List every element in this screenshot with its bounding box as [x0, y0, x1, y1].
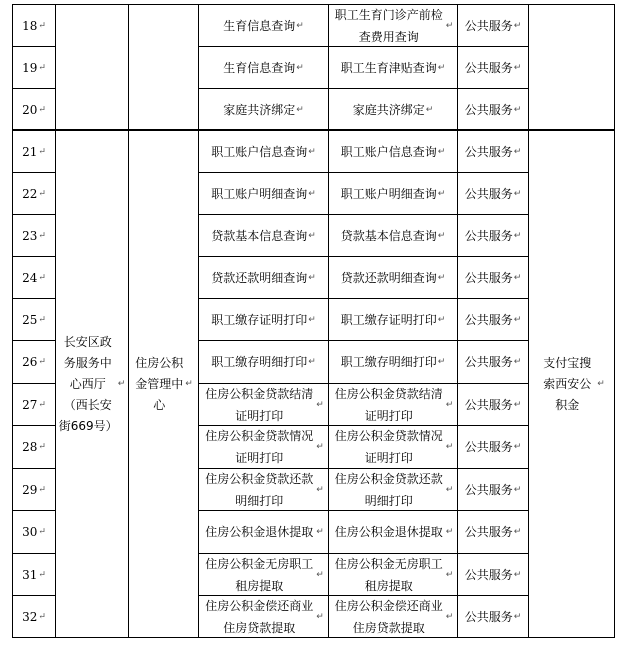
- service-item: [199, 511, 328, 553]
- paragraph-mark-icon: ↵: [296, 104, 304, 115]
- paragraph-mark-icon: ↵: [308, 272, 316, 283]
- service-type: [458, 215, 528, 256]
- row-number: [13, 554, 55, 595]
- service-item-text: 生育信息查询: [223, 60, 296, 75]
- service-item-text: 职工账户明细查询: [211, 186, 308, 201]
- paragraph-mark-icon: ↵: [513, 188, 522, 199]
- service-type-text: 公共服务: [464, 355, 513, 369]
- row-number: [13, 384, 55, 425]
- service-item-text: 贷款基本信息查询: [211, 228, 308, 243]
- service-content: [329, 341, 457, 383]
- paragraph-mark-icon: ↵: [445, 442, 454, 452]
- paragraph-mark-icon: ↵: [38, 62, 46, 73]
- service-content-text: 职工账户明细查询: [340, 186, 437, 201]
- service-type-text: 公共服务: [464, 609, 513, 624]
- row-number-text: 26: [22, 355, 38, 369]
- service-type-text: 公共服务: [464, 186, 513, 201]
- paragraph-mark-icon: ↵: [513, 230, 522, 241]
- service-type-text: 公共服务: [464, 440, 513, 454]
- row-number-text: 29: [22, 482, 38, 497]
- paragraph-mark-icon: ↵: [445, 527, 454, 537]
- paragraph-mark-icon: ↵: [513, 611, 522, 622]
- department-cell: [129, 131, 198, 637]
- service-type-text: 公共服务: [464, 482, 513, 497]
- service-item: [199, 89, 328, 130]
- service-type: [458, 299, 528, 340]
- service-type-text: 公共服务: [464, 397, 513, 412]
- service-item-text: 住房公积金无房职工租房提取: [205, 556, 314, 593]
- service-item-text: 家庭共济绑定: [223, 102, 296, 117]
- row-number-text: 19: [22, 60, 38, 75]
- service-item: [199, 554, 328, 595]
- row-number: [13, 257, 55, 298]
- service-content: [329, 469, 457, 510]
- paragraph-mark-icon: ↵: [316, 611, 324, 622]
- service-item: [199, 257, 328, 298]
- service-item-text: 住房公积金退休提取: [205, 525, 314, 539]
- service-content: [329, 511, 457, 553]
- paragraph-mark-icon: ↵: [38, 611, 46, 622]
- paragraph-mark-icon: ↵: [38, 20, 46, 31]
- row-number: [13, 469, 55, 510]
- paragraph-mark-icon: ↵: [513, 527, 522, 537]
- service-type: [458, 384, 528, 425]
- row-number: [13, 426, 55, 468]
- service-type-text: 公共服务: [464, 567, 513, 582]
- department-cell-text: 住房公积金管理中心: [135, 355, 184, 412]
- paragraph-mark-icon: ↵: [513, 62, 522, 73]
- service-content: [329, 257, 457, 298]
- service-content: [329, 5, 457, 46]
- service-item-text: 生育信息查询: [223, 18, 296, 33]
- row-number: [13, 341, 55, 383]
- service-content-text: 职工生育门诊产前检查费用查询: [334, 7, 443, 44]
- service-content-text: 住房公积金无房职工租房提取: [334, 556, 443, 593]
- service-content: [329, 47, 457, 88]
- row-number-text: 28: [22, 440, 38, 454]
- paragraph-mark-icon: ↵: [425, 104, 434, 115]
- service-content: [329, 215, 457, 256]
- service-item-text: 贷款还款明细查询: [211, 270, 308, 285]
- paragraph-mark-icon: ↵: [38, 272, 46, 283]
- paragraph-mark-icon: ↵: [296, 62, 304, 73]
- paragraph-mark-icon: ↵: [437, 230, 446, 241]
- service-type: [458, 341, 528, 383]
- service-item-text: 住房公积金贷款结清证明打印: [205, 386, 314, 423]
- service-type: [458, 47, 528, 88]
- service-content-text: 住房公积金贷款结清证明打印: [334, 386, 443, 423]
- grid-line-vertical: [614, 4, 615, 638]
- service-type: [458, 173, 528, 214]
- paragraph-mark-icon: ↵: [513, 272, 522, 283]
- service-content: [329, 89, 457, 130]
- service-item-text: 住房公积金贷款情况证明打印: [205, 429, 314, 465]
- service-type-text: 公共服务: [464, 228, 513, 243]
- paragraph-mark-icon: ↵: [308, 146, 316, 157]
- paragraph-mark-icon: ↵: [38, 314, 46, 325]
- service-content-text: 住房公积金贷款情况证明打印: [334, 429, 443, 465]
- paragraph-mark-icon: ↵: [513, 146, 522, 157]
- paragraph-mark-icon: ↵: [308, 314, 316, 325]
- service-item: [199, 299, 328, 340]
- row-number: [13, 5, 55, 46]
- row-number-text: 30: [22, 525, 38, 539]
- service-content: [329, 173, 457, 214]
- service-content: [329, 426, 457, 468]
- paragraph-mark-icon: ↵: [38, 527, 46, 537]
- paragraph-mark-icon: ↵: [597, 379, 605, 389]
- paragraph-mark-icon: ↵: [513, 569, 522, 580]
- service-item-text: 职工账户信息查询: [211, 144, 308, 159]
- row-number-text: 25: [22, 312, 38, 327]
- paragraph-mark-icon: ↵: [513, 104, 522, 115]
- paragraph-mark-icon: ↵: [445, 20, 454, 31]
- paragraph-mark-icon: ↵: [437, 188, 446, 199]
- service-type-text: 公共服务: [464, 144, 513, 159]
- paragraph-mark-icon: ↵: [117, 379, 126, 389]
- paragraph-mark-icon: ↵: [513, 314, 522, 325]
- row-number-text: 20: [22, 102, 38, 117]
- location-cell-text: 长安区政务服务中心西厅（西长安街669号）: [58, 334, 118, 433]
- service-type-text: 公共服务: [464, 60, 513, 75]
- service-item: [199, 469, 328, 510]
- paragraph-mark-icon: ↵: [513, 399, 522, 410]
- paragraph-mark-icon: ↵: [316, 569, 324, 580]
- row-number-text: 24: [22, 270, 38, 285]
- service-type-text: 公共服务: [464, 525, 513, 539]
- paragraph-mark-icon: ↵: [437, 146, 446, 157]
- row-number-text: 31: [22, 567, 38, 582]
- service-content-text: 贷款基本信息查询: [340, 228, 437, 243]
- service-content-text: 住房公积金偿还商业住房贷款提取: [334, 598, 443, 635]
- row-number: [13, 596, 55, 637]
- service-item-text: 住房公积金偿还商业住房贷款提取: [205, 598, 314, 635]
- row-number: [13, 299, 55, 340]
- row-number-text: 32: [22, 609, 38, 624]
- service-item: [199, 384, 328, 425]
- row-number-text: 18: [22, 18, 38, 33]
- row-number-text: 23: [22, 228, 38, 243]
- service-item-text: 职工缴存明细打印: [211, 355, 308, 369]
- paragraph-mark-icon: ↵: [513, 484, 522, 495]
- service-content-text: 职工缴存证明打印: [340, 312, 437, 327]
- service-item: [199, 215, 328, 256]
- service-content-text: 住房公积金退休提取: [334, 525, 443, 539]
- service-type: [458, 596, 528, 637]
- service-content-text: 家庭共济绑定: [352, 102, 425, 117]
- paragraph-mark-icon: ↵: [38, 357, 46, 367]
- service-content-text: 职工缴存明细打印: [340, 355, 437, 369]
- service-type-text: 公共服务: [464, 102, 513, 117]
- paragraph-mark-icon: ↵: [437, 357, 446, 367]
- service-item: [199, 173, 328, 214]
- service-type: [458, 426, 528, 468]
- row-number: [13, 131, 55, 172]
- service-type: [458, 469, 528, 510]
- row-number-text: 27: [22, 397, 38, 412]
- paragraph-mark-icon: ↵: [38, 146, 46, 157]
- service-item: [199, 341, 328, 383]
- paragraph-mark-icon: ↵: [437, 272, 446, 283]
- service-content-text: 职工生育津贴查询: [340, 60, 437, 75]
- paragraph-mark-icon: ↵: [316, 399, 324, 410]
- service-content: [329, 384, 457, 425]
- service-type-text: 公共服务: [464, 270, 513, 285]
- service-content-text: 贷款还款明细查询: [340, 270, 437, 285]
- service-content: [329, 131, 457, 172]
- service-content-text: 职工账户信息查询: [340, 144, 437, 159]
- paragraph-mark-icon: ↵: [445, 569, 454, 580]
- service-type: [458, 257, 528, 298]
- service-type-text: 公共服务: [464, 312, 513, 327]
- service-type: [458, 89, 528, 130]
- paragraph-mark-icon: ↵: [316, 484, 324, 495]
- paragraph-mark-icon: ↵: [38, 442, 46, 452]
- location-cell: [56, 131, 128, 637]
- service-content: [329, 299, 457, 340]
- service-type: [458, 5, 528, 46]
- paragraph-mark-icon: ↵: [445, 399, 454, 410]
- paragraph-mark-icon: ↵: [445, 611, 454, 622]
- paragraph-mark-icon: ↵: [38, 569, 46, 580]
- service-item: [199, 426, 328, 468]
- paragraph-mark-icon: ↵: [308, 230, 316, 241]
- paragraph-mark-icon: ↵: [38, 104, 46, 115]
- paragraph-mark-icon: ↵: [445, 484, 454, 495]
- service-item: [199, 5, 328, 46]
- paragraph-mark-icon: ↵: [38, 484, 46, 495]
- channel-cell: [529, 131, 614, 637]
- paragraph-mark-icon: ↵: [513, 442, 522, 452]
- paragraph-mark-icon: ↵: [308, 188, 316, 199]
- service-item: [199, 131, 328, 172]
- paragraph-mark-icon: ↵: [437, 314, 446, 325]
- row-number: [13, 89, 55, 130]
- paragraph-mark-icon: ↵: [38, 230, 46, 241]
- paragraph-mark-icon: ↵: [38, 188, 46, 199]
- row-number: [13, 215, 55, 256]
- service-type: [458, 511, 528, 553]
- paragraph-mark-icon: ↵: [316, 527, 324, 537]
- paragraph-mark-icon: ↵: [316, 442, 324, 452]
- paragraph-mark-icon: ↵: [185, 379, 193, 389]
- service-type: [458, 131, 528, 172]
- row-number: [13, 173, 55, 214]
- row-number-text: 21: [22, 144, 38, 159]
- paragraph-mark-icon: ↵: [513, 357, 522, 367]
- row-number: [13, 47, 55, 88]
- service-type-text: 公共服务: [464, 18, 513, 33]
- service-type: [458, 554, 528, 595]
- paragraph-mark-icon: ↵: [296, 20, 304, 31]
- paragraph-mark-icon: ↵: [308, 357, 316, 367]
- service-item-text: 职工缴存证明打印: [211, 312, 308, 327]
- row-number: [13, 511, 55, 553]
- channel-cell-text: 支付宝搜索西安公积金: [543, 355, 592, 412]
- row-number-text: 22: [22, 186, 38, 201]
- paragraph-mark-icon: ↵: [513, 20, 522, 31]
- service-content: [329, 596, 457, 637]
- paragraph-mark-icon: ↵: [437, 62, 446, 73]
- paragraph-mark-icon: ↵: [38, 399, 46, 410]
- service-item: [199, 47, 328, 88]
- service-item: [199, 596, 328, 637]
- service-content: [329, 554, 457, 595]
- service-item-text: 住房公积金贷款还款明细打印: [205, 471, 314, 508]
- service-content-text: 住房公积金贷款还款明细打印: [334, 471, 443, 508]
